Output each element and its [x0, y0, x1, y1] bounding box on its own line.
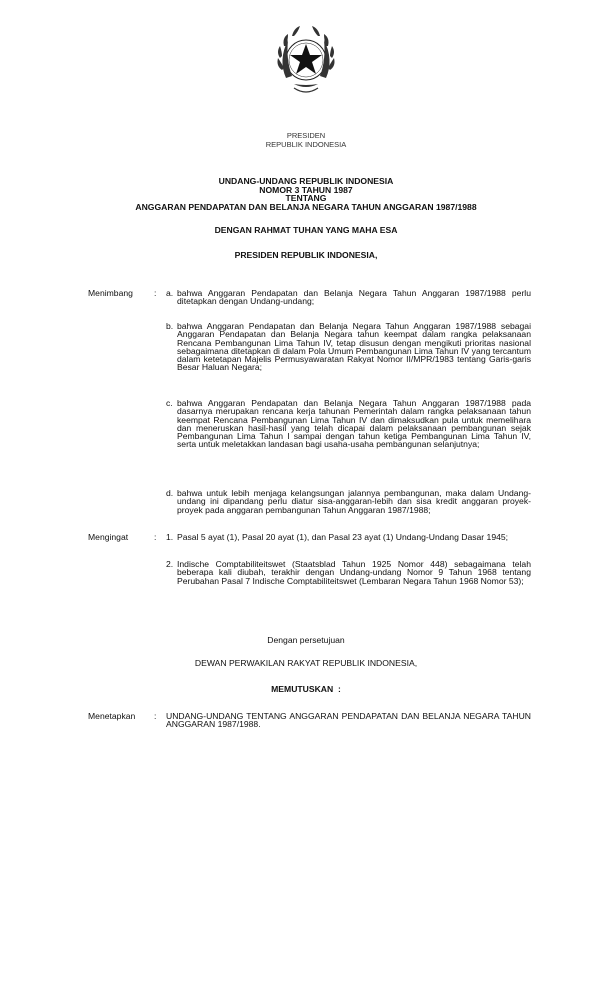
mengingat-2-marker: 2. [166, 559, 174, 569]
dpr-line: DEWAN PERWAKILAN RAKYAT REPUBLIK INDONESIA, [194, 658, 418, 668]
menimbang-a-marker: a. [166, 288, 174, 298]
mengingat-1-marker: 1. [166, 532, 174, 542]
garuda-emblem-icon [272, 18, 340, 126]
memutuskan-heading: MEMUTUSKAN : [271, 684, 341, 694]
menimbang-d-text: bahwa untuk lebih menjaga kelangsungan jalannya pembangunan, maka dalam Undang-undang ini dipandang perlu diatur sisa-anggaran-lebih dan sisa kredit anggaran proyek-proyek pada anggaran pembangunan Tahun Anggaran 1987/1988; [177, 488, 531, 515]
menimbang-b-text: bahwa Anggaran Pendapatan dan Belanja Negara Tahun Anggaran 1987/1988 sebagai Anggaran Pendapatan dan Belanja Negara tahun keempat dalam rangka pelaksanaan Rencana Pembangunan Lima Tahun IV, tetap disusun dengan mengikuti prioritas nasional sebagaimana ditetapkan di dalam Pola Umum Pembangunan Lima Tahun IV yang tercantum dalam ketetapan Majelis Permusyawaratan Rakyat Nomor II/MPR/1983 tentang Garis-garis Besar Haluan Negara; [177, 321, 531, 373]
preamble-rahmat: DENGAN RAHMAT TUHAN YANG MAHA ESA [214, 225, 398, 235]
menimbang-d-marker: d. [166, 488, 174, 498]
menimbang-a-text: bahwa Anggaran Pendapatan dan Belanja Negara Tahun Anggaran 1987/1988 perlu ditetapkan dengan Undang-undang; [177, 288, 531, 307]
menetapkan-text: UNDANG-UNDANG TENTANG ANGGARAN PENDAPATAN DAN BELANJA NEGARA TAHUN ANGGARAN 1987/1988. [166, 711, 531, 730]
emblem-caption-presiden: PRESIDEN [286, 131, 326, 140]
menetapkan-colon: : [154, 711, 157, 721]
menetapkan-label: Menetapkan [88, 711, 136, 721]
law-title-line1: UNDANG-UNDANG REPUBLIK INDONESIA [218, 176, 394, 186]
law-subject: ANGGARAN PENDAPATAN DAN BELANJA NEGARA TAHUN ANGGARAN 1987/1988 [135, 201, 477, 212]
preamble-presiden: PRESIDEN REPUBLIK INDONESIA, [234, 250, 378, 260]
menimbang-c-text: bahwa Anggaran Pendapatan dan Belanja Negara Tahun Anggaran 1987/1988 pada dasarnya merupakan rencana kerja tahunan Pemerintah dalam rangka pelaksanaan tahun keempat Rencana Pembangunan Lima Tahun IV dan dimaksudkan pula untuk memelihara dan meneruskan hasil-hasil yang telah dicapai dalam pelaksanaan pembangunan sejak Pembangunan Lima Tahun I sampai dengan tahun ketiga Pembangunan Lima Tahun IV, serta untuk meletakkan landasan bagi usaha-usaha pembangunan selanjutnya; [177, 398, 531, 450]
mengingat-colon: : [154, 532, 157, 542]
emblem-caption-republik: REPUBLIK INDONESIA [265, 140, 347, 149]
menimbang-c-marker: c. [166, 398, 173, 408]
persetujuan-line: Dengan persetujuan [267, 635, 345, 645]
menimbang-colon: : [154, 288, 157, 298]
mengingat-1-text: Pasal 5 ayat (1), Pasal 20 ayat (1), dan Pasal 23 ayat (1) Undang-Undang Dasar 1945; [177, 532, 509, 542]
menimbang-label: Menimbang [88, 288, 133, 298]
mengingat-label: Mengingat [88, 532, 129, 542]
law-number: NOMOR 3 TAHUN 1987 [259, 184, 353, 195]
law-tentang: TENTANG [285, 193, 327, 203]
menimbang-b-marker: b. [166, 321, 174, 331]
mengingat-2-text: Indische Comptabiliteitswet (Staatsblad Tahun 1925 Nomor 448) sebagaimana telah beberapa kali diubah, terakhir dengan Undang-undang Nomor 9 Tahun 1968 tentang Perubahan Pasal 7 Indische Comptabiliteitswet (Lembaran Negara Tahun 1968 Nomor 53); [177, 559, 531, 586]
